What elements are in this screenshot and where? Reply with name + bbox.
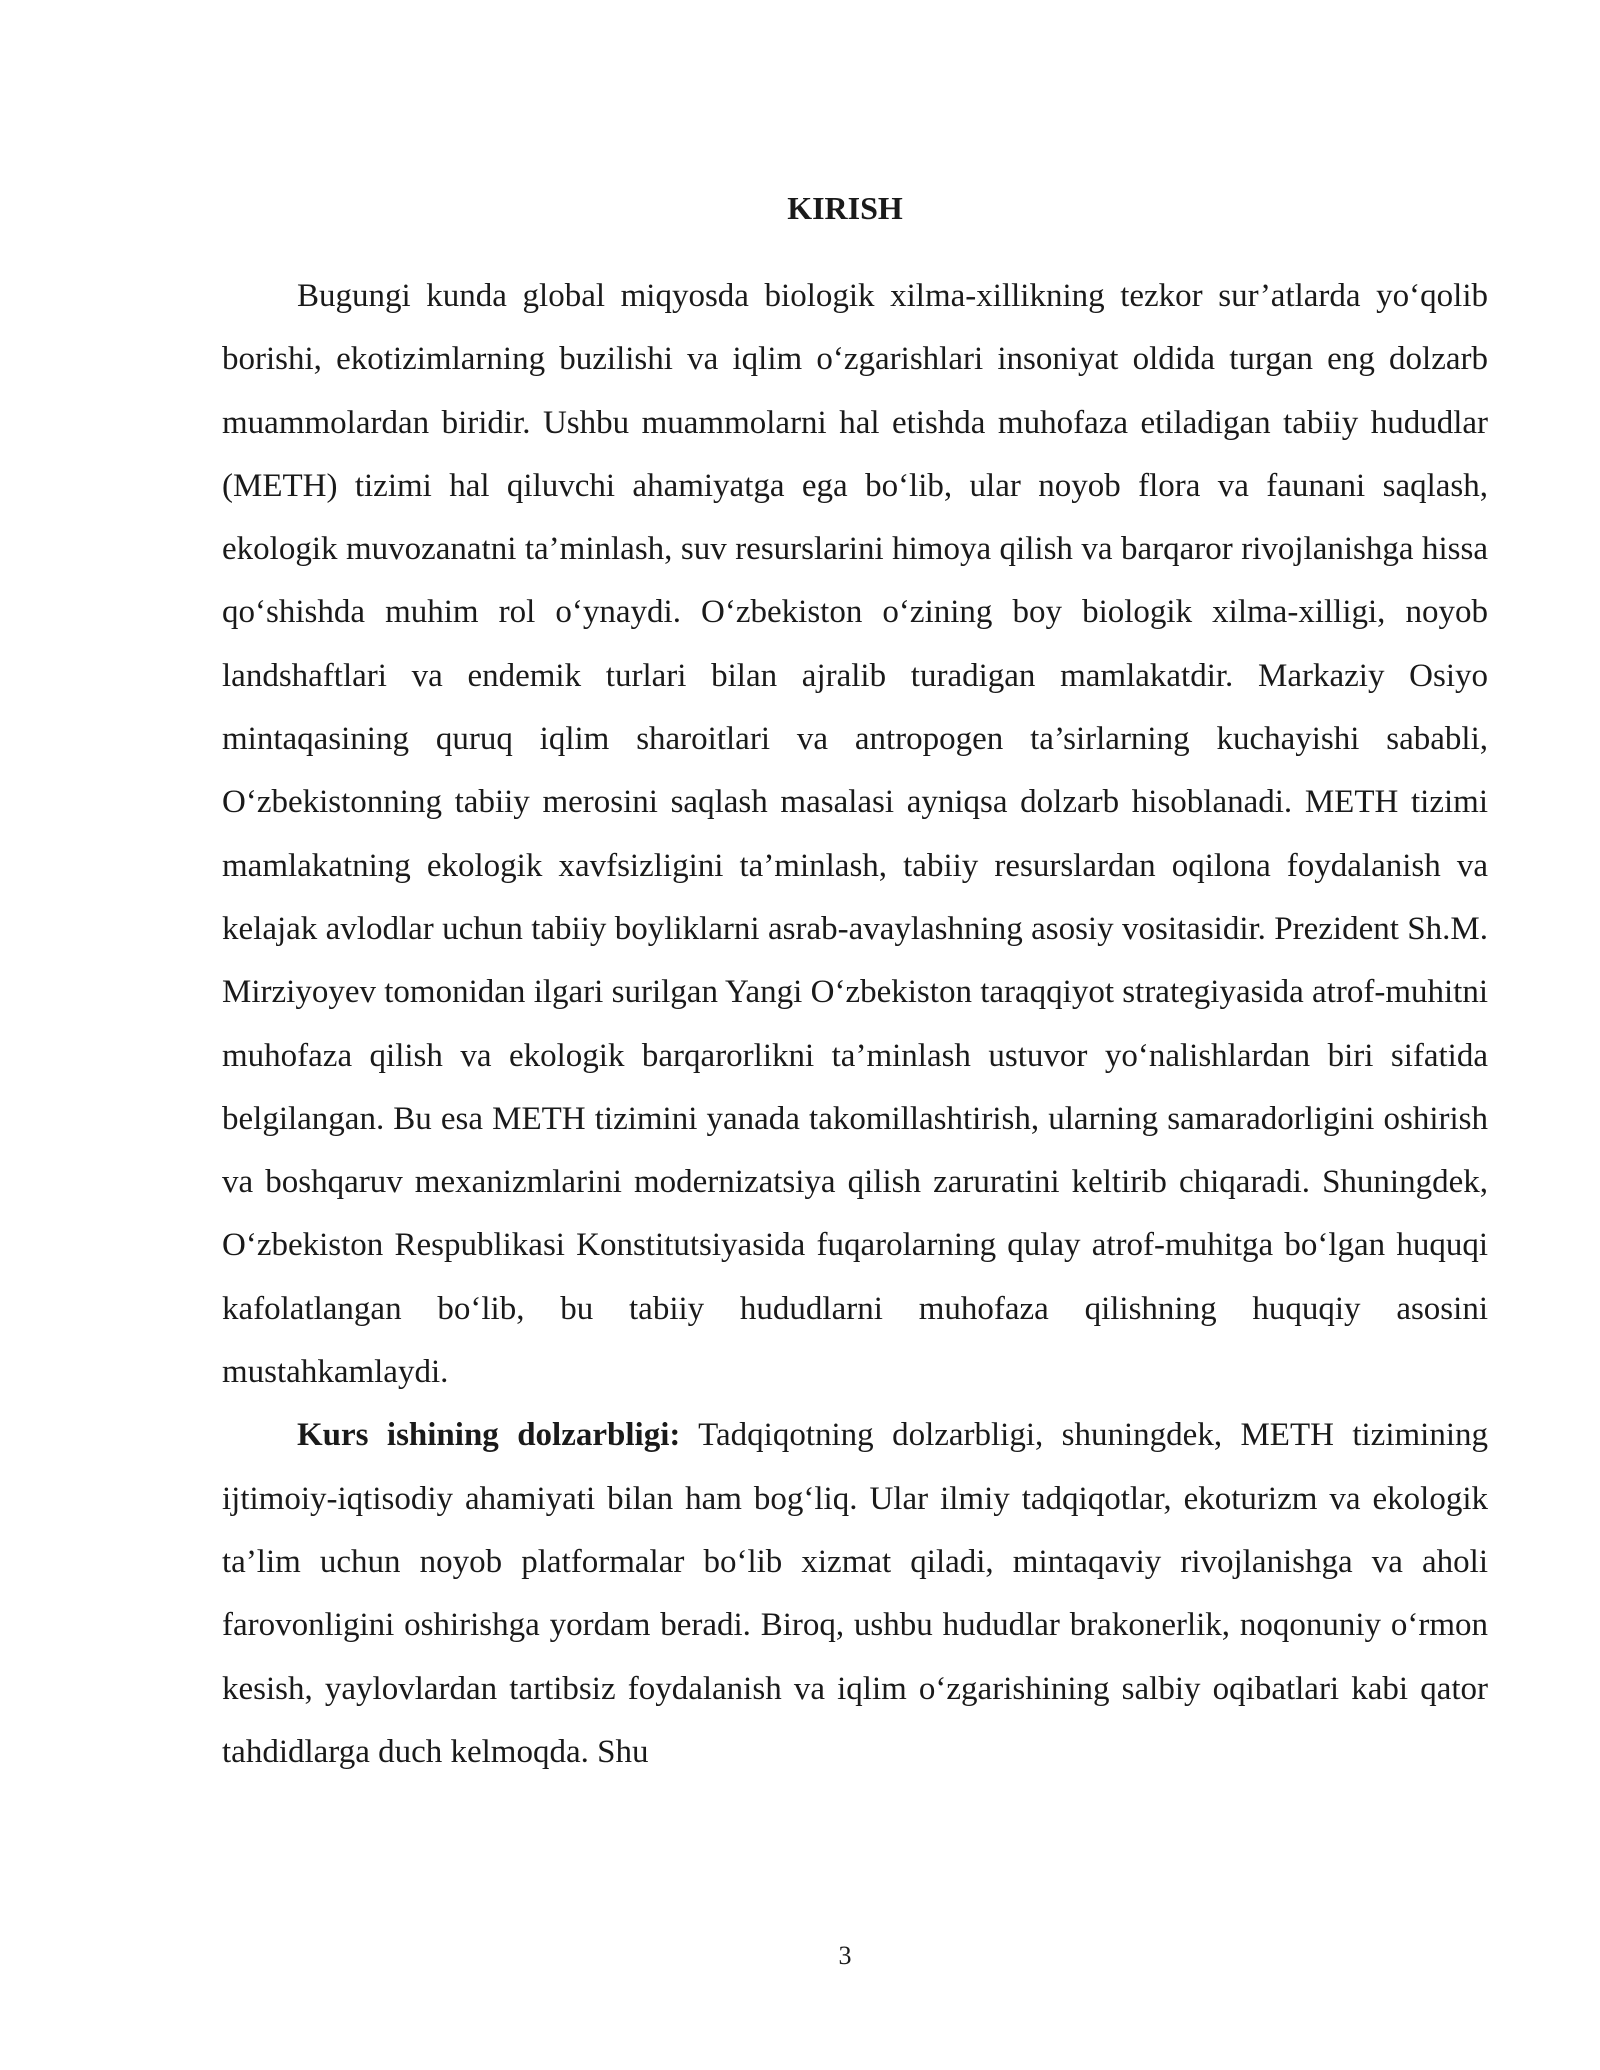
paragraph-text: Bugungi kunda global miqyosda biologik xilma-xillikning tezkor sur’atlarda yo‘qolib borishi, ekotizimlarning buzilishi va iqlim o‘zgarishlari insoniyat oldida turgan eng dolzarb muammolardan biridir. Ushbu muammolarni hal etishda muhofaza etiladigan tabiiy hududlar (METH) tizimi hal qiluvchi ahamiyatga ega bo‘lib, ular noyob flora va faunani saqlash, ekologik muvozanatni ta’minlash, suv resurslarini himoya qilish va barqaror rivojlanishga hissa qo‘shishda muhim rol o‘ynaydi. O‘zbekiston o‘zining boy biologik xilma-xilligi, noyob landshaftlari va endemik turlari bilan ajralib turadigan mamlakatdir. Markaziy Osiyo mintaqasining quruq iqlim sharoitlari va antropogen ta’sirlarning kuchayishi sababli, O‘zbekistonning tabiiy merosini saqlash masalasi ayniqsa dolzarb hisoblanadi. METH tizimi mamlakatning ekologik xavfsizligini ta’minlash, tabiiy resurslardan oqilona foydalanish va kelajak avlodlar uchun tabiiy boyliklarni asrab-avaylashning asosiy vositasidir. Prezident Sh.M. Mirziyoyev tomonidan ilgari surilgan Yangi O‘zbekiston taraqqiyot strategiyasida atrof-muhitni muhofaza qilish va ekologik barqarorlikni ta’minlash ustuvor yo‘nalishlardan biri sifatida belgilangan. Bu esa METH tizimini yanada takomillashtirish, ularning samaradorligini oshirish va boshqaruv mexanizmlarini modernizatsiya qilish zaruratini keltirib chiqaradi. Shuningdek, O‘zbekiston Respublikasi Konstitutsiyasida fuqarolarning qulay atrof-muhitga bo‘lgan huquqi kafolatlangan bo‘lib, bu tabiiy hududlarni muhofaza qilishning huquqiy asosini mustahkamlaydi.	[222, 278, 1488, 1391]
relevance-paragraph	[222, 1404, 1488, 1784]
body-text	[222, 265, 1488, 1784]
paragraph-text: Tadqiqotning dolzarbligi, shuningdek, METH tizimining ijtimoiy-iqtisodiy ahamiyati bilan ham bog‘liq. Ular ilmiy tadqiqotlar, ekoturizm va ekologik ta’lim uchun noyob platformalar bo‘lib xizmat qiladi, mintaqaviy rivojlanishga va aholi farovonligini oshirishga yordam beradi. Biroq, ushbu hududlar brakonerlik, noqonuniy o‘rmon kesish, yaylovlardan tartibsiz foydalanish va iqlim o‘zgarishining salbiy oqibatlari kabi qator tahdidlarga duch kelmoqda. Shu	[222, 1417, 1488, 1770]
page-number: 3	[838, 1941, 852, 1970]
section-heading: KIRISH	[787, 190, 903, 226]
intro-paragraph	[222, 265, 1488, 1404]
paragraph-lead: Kurs ishining dolzarbligi:	[297, 1417, 681, 1454]
